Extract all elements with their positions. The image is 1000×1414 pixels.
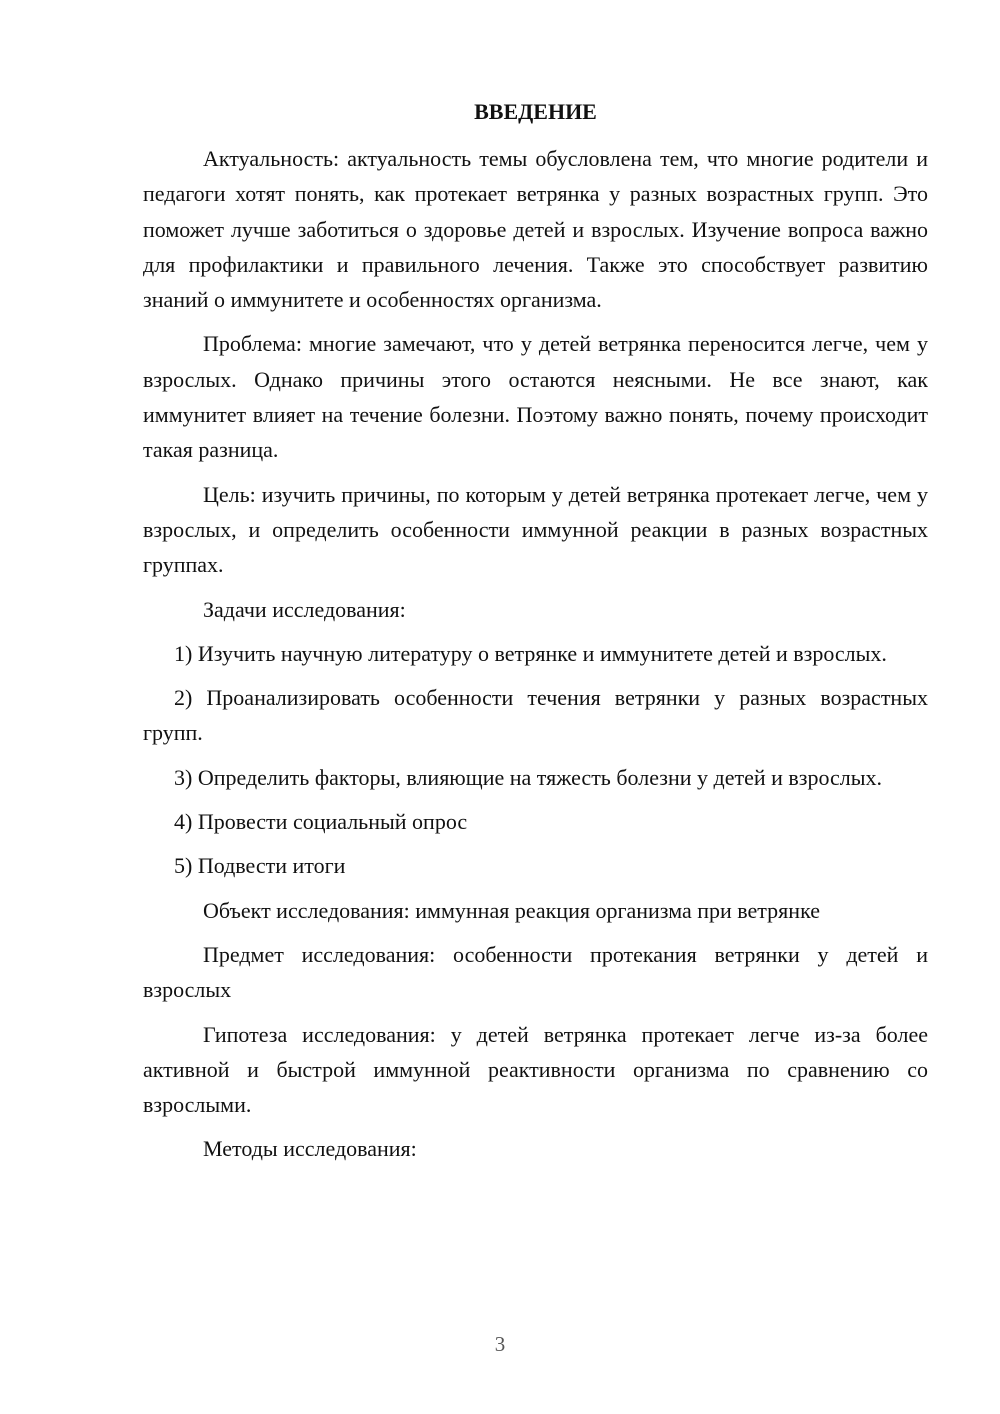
hypothesis-paragraph: Гипотеза исследования: у детей ветрянка протекает легче из-за более активной и быстрой иммунной реактивности организма по сравнению со взрослыми.: [143, 1021, 928, 1118]
goal-paragraph: Цель: изучить причины, по которым у детей ветрянка протекает легче, чем у взрослых, и определить особенности иммунной реакции в разных возрастных группах.: [143, 481, 928, 578]
methods-paragraph: Методы исследования:: [203, 1136, 417, 1162]
page-content: [143, 94, 928, 1176]
subject-paragraph: Предмет исследования: особенности протекания ветрянки у детей и взрослых: [143, 941, 928, 1003]
tasks-title: Задачи исследования:: [203, 596, 406, 622]
task-item: 4) Провести социальный опрос: [174, 809, 468, 835]
relevance-paragraph: Актуальность: актуальность темы обусловлена тем, что многие родители и педагоги хотят понять, как протекает ветрянка у разных возрастных групп. Это поможет лучше заботиться о здоровье детей и взрослых. Изучение вопроса важно для профилактики и правильного лечения. Также это способствует развитию знаний о иммунитете и особенностях организма.: [143, 146, 928, 313]
task-item: 1) Изучить научную литературу о ветрянке и иммунитете детей и взрослых.: [174, 640, 887, 666]
task-item: 2) Проанализировать особенности течения ветрянки у разных возрастных групп.: [143, 685, 928, 746]
task-item: 5) Подвести итоги: [174, 853, 346, 879]
problem-paragraph: Проблема: многие замечают, что у детей ветрянка переносится легче, чем у взрослых. Однако причины этого остаются неясными. Не все знают, как иммунитет влияет на течение болезни. Поэтому важно понять, почему происходит такая разница.: [143, 331, 928, 463]
object-paragraph: Объект исследования: иммунная реакция организма при ветрянке: [203, 897, 820, 923]
section-heading: ВВЕДЕНИЕ: [474, 99, 597, 124]
page-number: 3: [494, 1332, 506, 1356]
task-item: 3) Определить факторы, влияющие на тяжесть болезни у детей и взрослых.: [174, 764, 883, 790]
